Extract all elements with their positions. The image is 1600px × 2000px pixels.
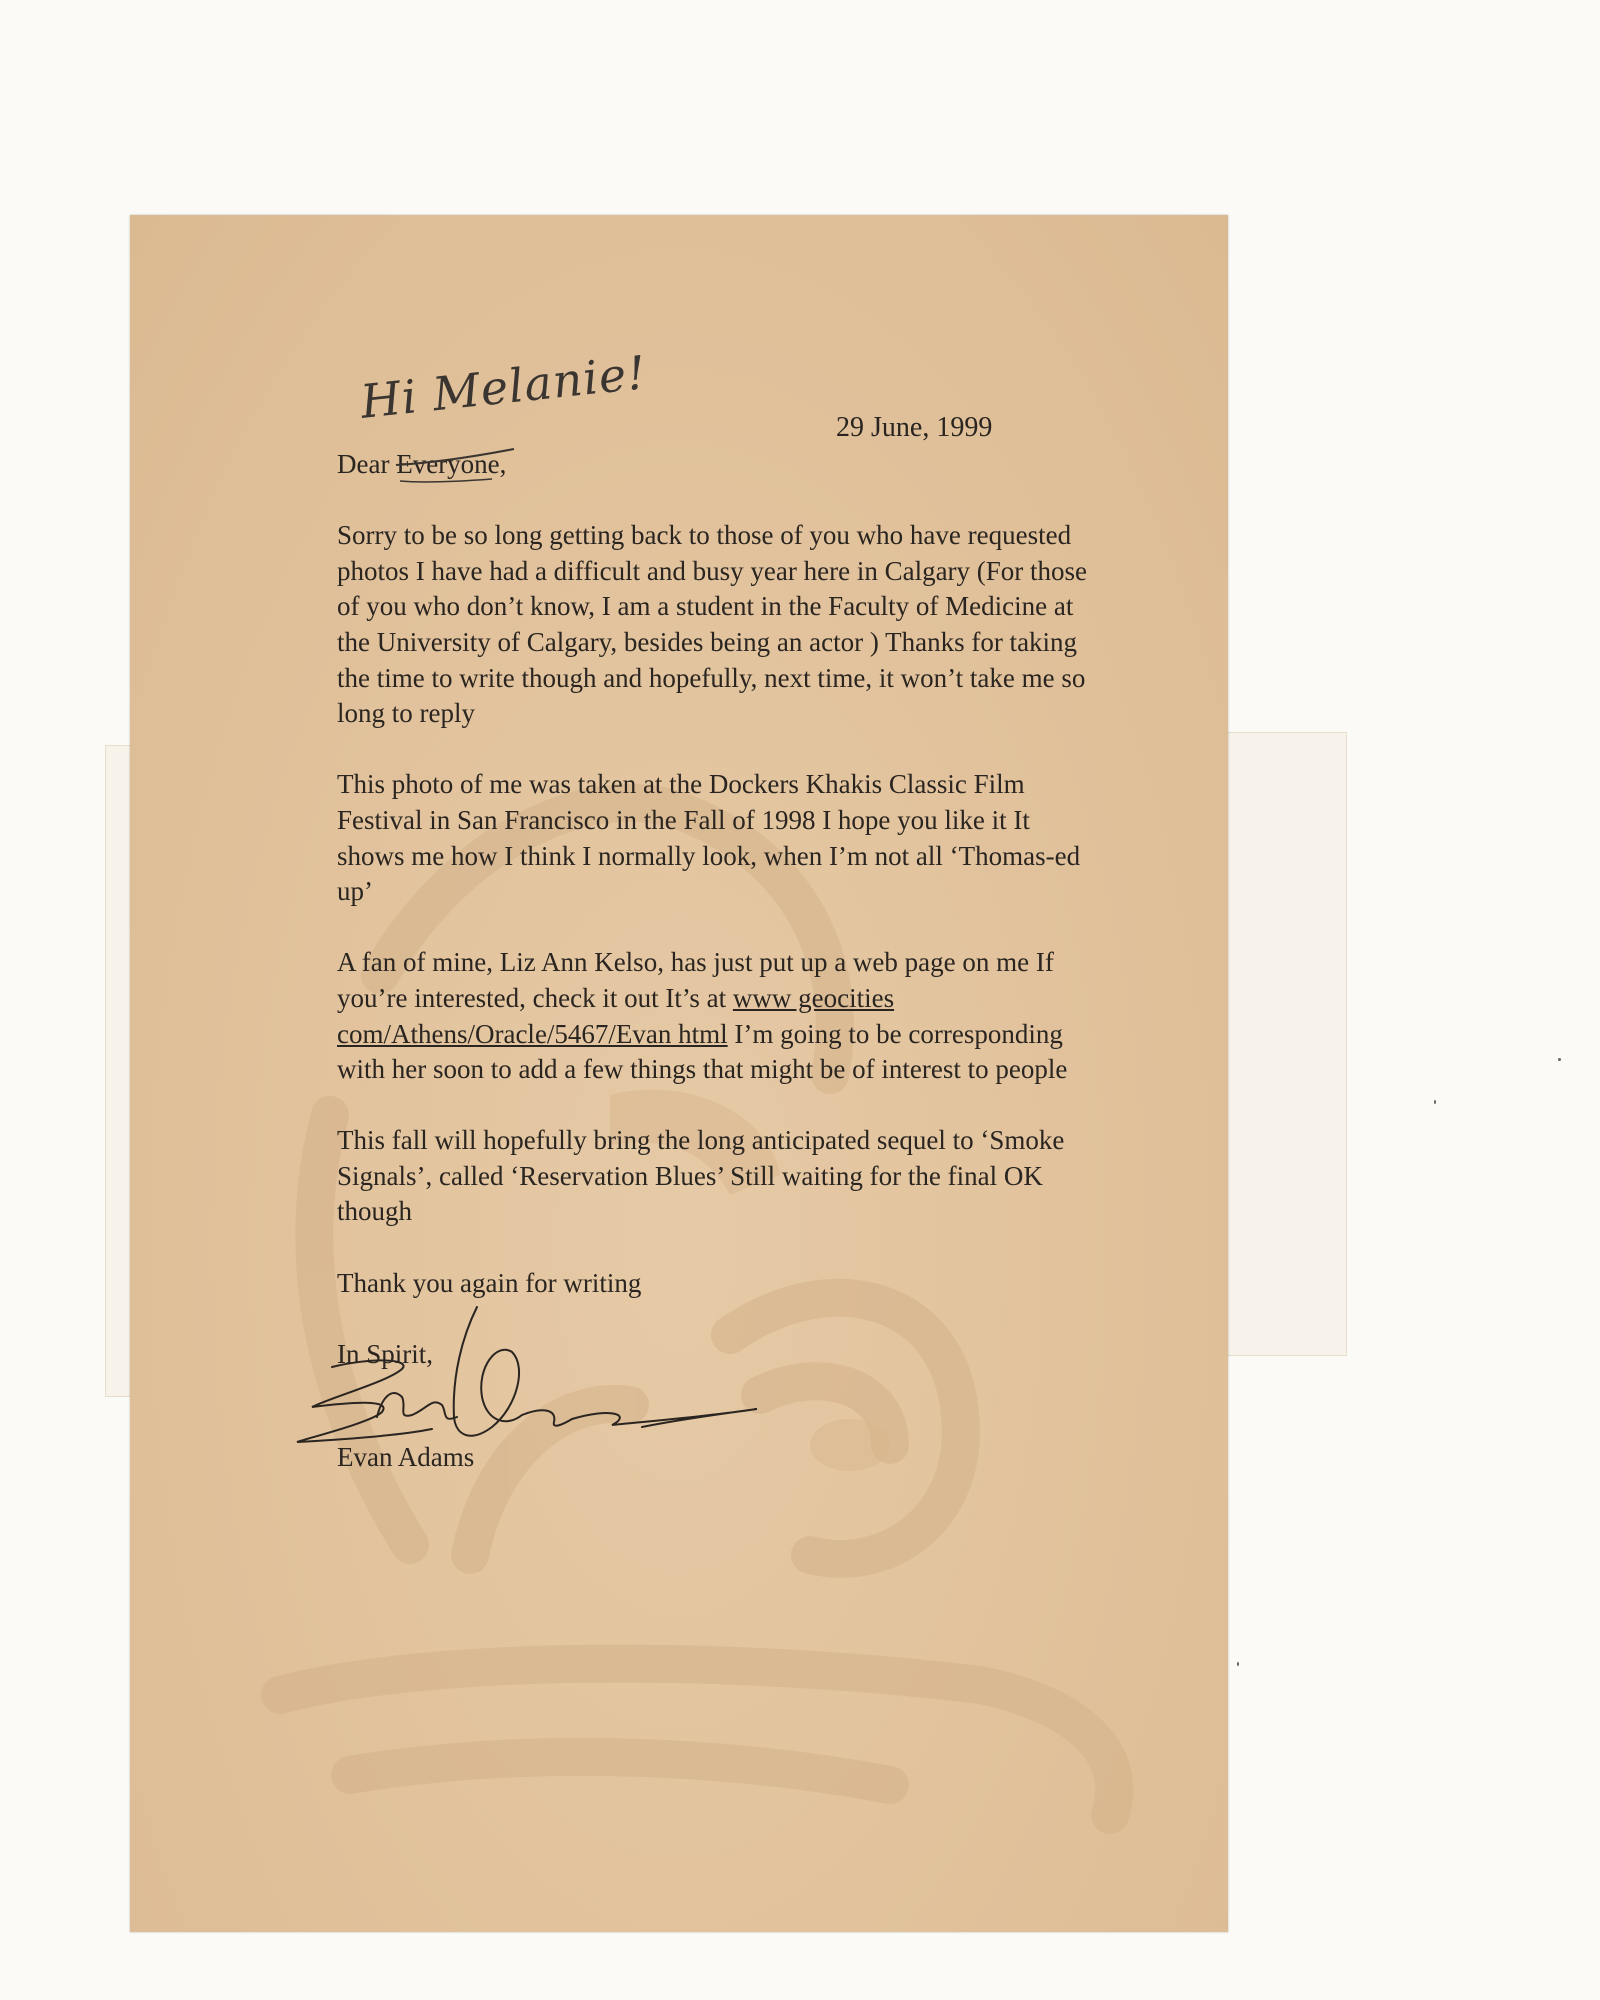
thanks-line: Thank you again for writing [337,1267,642,1298]
salutation [337,447,1097,483]
paper-speck [1434,1100,1436,1104]
paper-speck [1237,1662,1239,1666]
handwritten-signature [292,1297,762,1467]
signer-name: Evan Adams [337,1442,475,1473]
paragraph-photos-apology: Sorry to be so long getting back to those of you who have requested photos I have had a difficult and busy year here in Calgary (For those of you who don’t know, I am a student in the Faculty of Medicine at the University of Calgary, besides being an actor ) Thanks for taking the time to write though and hopefully, next time, it won’t take me so long to reply [337,520,1088,729]
struck-word [396,447,499,483]
letter-paper [130,215,1228,1932]
letter-date: 29 June, 1999 [836,412,993,443]
handwritten-greeting: Hi Melanie! [357,345,650,429]
closing-line: In Spirit, [337,1338,434,1369]
web-text-after: I’m going to be corresponding with her soon to add a few things that might be of interest to people [337,1018,1068,1085]
paragraph-sequel: This fall will hopefully bring the long anticipated sequel to ‘Smoke Signals’, called ‘Reservation Blues’ Still waiting for the final OK though [337,1125,1065,1227]
web-text-before: A fan of mine, Liz Ann Kelso, has just put up a web page on me If you’re interested, check it out It’s at [337,947,1054,1013]
letter-body [337,447,1097,1476]
signature-block [337,1337,1097,1476]
paper-speck [1558,1058,1561,1061]
struck-word-text: Everyone [396,449,500,479]
salutation-prefix: Dear [337,449,397,479]
web-page-url: www geocities com/Athens/Oracle/5467/Evan html [337,982,895,1049]
paragraph-photo-description: This photo of me was taken at the Dockers Khakis Classic Film Festival in San Francisco in the Fall of 1998 I hope you like it It shows me how I think I normally look, when I’m not all ‘Thomas-ed up’ [337,769,1081,907]
paragraph-web-page [337,945,1097,1087]
tape-strip-right [1225,732,1347,1356]
salutation-suffix: , [499,449,507,479]
